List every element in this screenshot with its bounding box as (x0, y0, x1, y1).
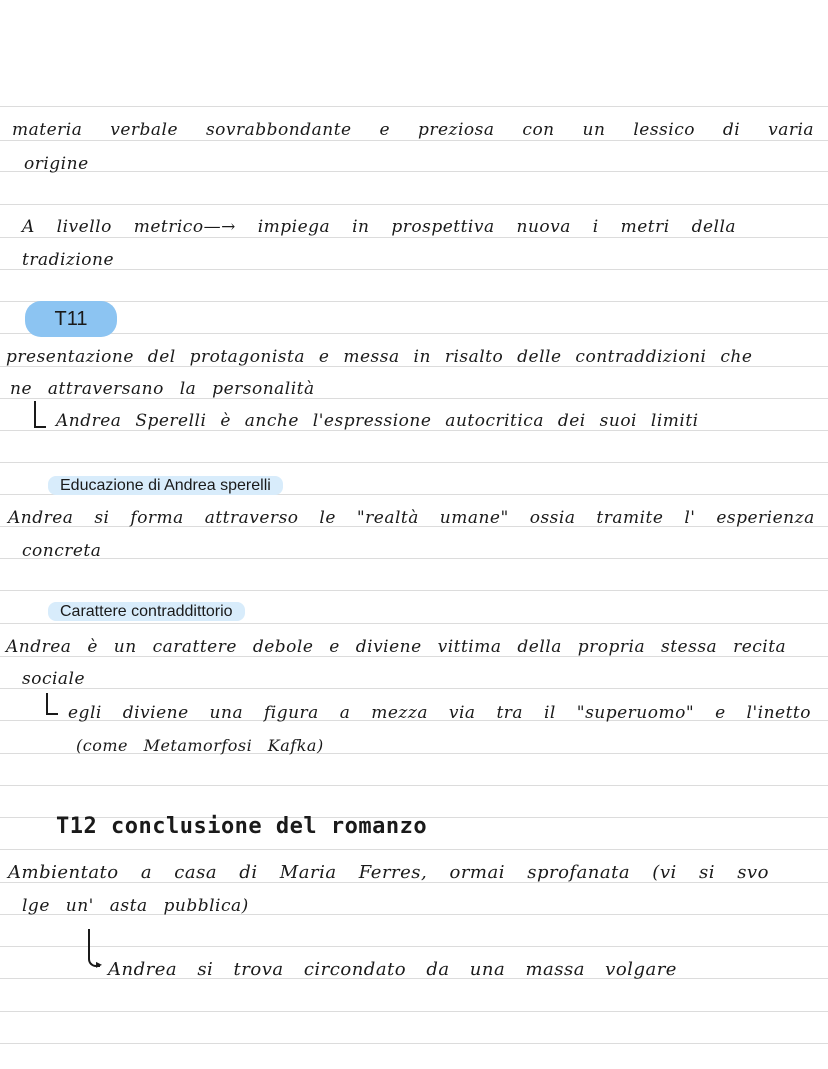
note-line: sociale (22, 669, 86, 689)
note-line: tradizione (22, 250, 115, 270)
section-heading: Educazione di Andrea sperelli (48, 476, 283, 495)
note-subpoint: Andrea si trova circondato da una massa volgare (108, 959, 677, 980)
ruled-line (0, 785, 828, 786)
ruled-line (0, 269, 828, 270)
ruled-line (0, 688, 828, 689)
ruled-line (0, 623, 828, 624)
note-subpoint: Andrea Sperelli è anche l'espressione autocritica dei suoi limiti (56, 411, 699, 431)
note-line: lge un' asta pubblica) (22, 896, 249, 916)
ruled-line (0, 590, 828, 591)
note-line: Andrea si forma attraverso le "realtà umane" ossia tramite l' esperienza (8, 508, 815, 528)
section-heading: Carattere contraddittorio (48, 602, 245, 621)
ruled-line (0, 140, 828, 141)
section-title-t12: T12 conclusione del romanzo (56, 814, 428, 839)
note-line: Andrea è un carattere debole e diviene vittima della propria stessa recita (6, 637, 787, 657)
ruled-line (0, 462, 828, 463)
ruled-line (0, 1043, 828, 1044)
note-line: ne attraversano la personalità (10, 379, 315, 399)
note-line: presentazione del protagonista e messa in risalto delle contraddizioni che (6, 347, 753, 367)
note-line: origine (24, 154, 89, 174)
ruled-line (0, 946, 828, 947)
note-line: Ambientato a casa di Maria Ferres, ormai sprofanata (vi si svo (8, 862, 769, 883)
note-line: concreta (22, 541, 102, 561)
ruled-line (0, 849, 828, 850)
ruled-line (0, 204, 828, 205)
section-badge-t11: T11 (25, 301, 117, 337)
ruled-line (0, 171, 828, 172)
note-line: materia verbale sovrabbondante e preziosa con un lessico di varia (12, 120, 815, 140)
sub-point-bracket (34, 401, 46, 428)
ruled-line (0, 558, 828, 559)
ruled-line (0, 106, 828, 107)
arrow-tip-icon: ▸ (96, 957, 103, 971)
ruled-line (0, 237, 828, 238)
note-subpoint: egli diviene una figura a mezza via tra il "superuomo" e l'inetto (68, 703, 811, 723)
ruled-line (0, 1011, 828, 1012)
sub-point-bracket (46, 693, 58, 715)
note-line: A livello metrico—→ impiega in prospettiva nuova i metri della (22, 217, 737, 237)
ruled-line (0, 301, 828, 302)
ruled-line (0, 333, 828, 334)
note-subpoint: (come Metamorfosi Kafka) (76, 736, 324, 755)
